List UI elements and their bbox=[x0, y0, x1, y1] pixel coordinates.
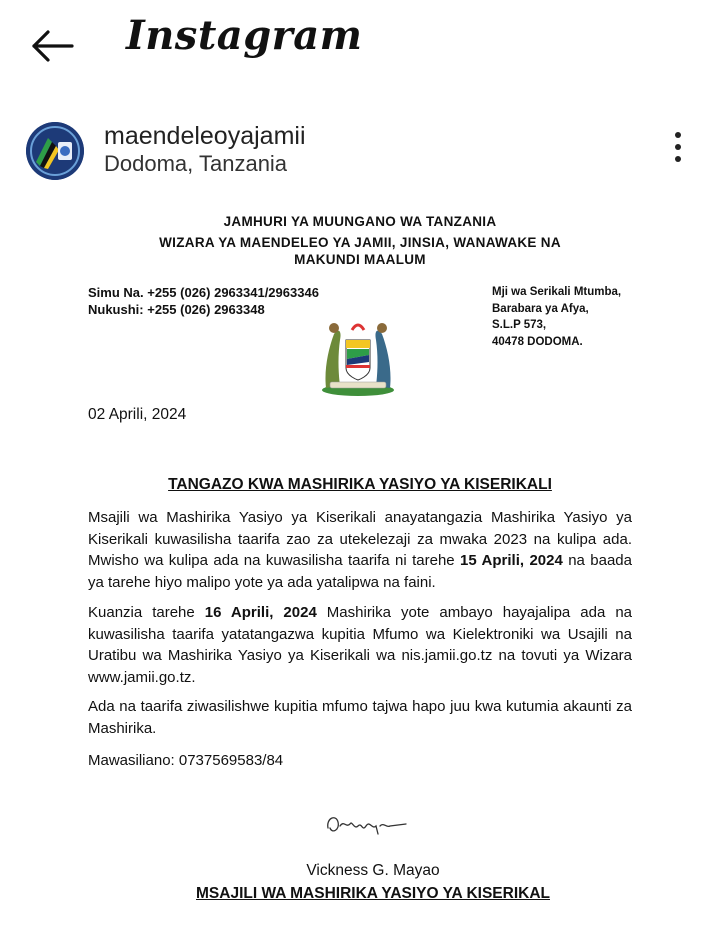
document-title: TANGAZO KWA MASHIRIKA YASIYO YA KISERIKALI bbox=[168, 476, 552, 493]
more-options-button[interactable] bbox=[668, 132, 688, 172]
bottom-navigation-partial bbox=[0, 930, 720, 942]
phone-number: Simu Na. +255 (026) 2963341/2963346 bbox=[88, 285, 319, 300]
doc-header-ministry: WIZARA YA MAENDELEO YA JAMII, JINSIA, WANAWAKE NA bbox=[159, 235, 561, 250]
post-location[interactable]: Dodoma, Tanzania bbox=[104, 151, 288, 176]
signer-name: Vickness G. Mayao bbox=[306, 862, 440, 879]
more-vertical-icon bbox=[668, 132, 688, 162]
doc-header-republic: JAMHURI YA MUUNGANO WA TANZANIA bbox=[223, 214, 497, 229]
start-date: 16 Aprili, 2024 bbox=[204, 604, 317, 621]
address-line: S.L.P 573, bbox=[492, 319, 547, 331]
signer-title: MSAJILI WA MASHIRIKA YASIYO YA KISERIKAL bbox=[196, 885, 550, 902]
back-button[interactable] bbox=[28, 26, 76, 66]
coat-of-arms-emblem bbox=[316, 310, 400, 398]
contact-phone-line: Mawasiliano: 0737569583/84 bbox=[88, 752, 284, 769]
handwritten-signature bbox=[322, 806, 412, 842]
post-image-document[interactable] bbox=[14, 196, 706, 916]
arrow-left-icon bbox=[28, 26, 76, 66]
contact-block bbox=[88, 284, 319, 318]
app-logo-wordmark: Instagram bbox=[126, 12, 363, 59]
deadline-date: 15 Aprili, 2024 bbox=[460, 552, 563, 569]
address-line: Barabara ya Afya, bbox=[492, 302, 589, 315]
paragraph-1: Msajili wa Mashirika Yasiyo ya Kiserikali anayatangazia Mashirika Yasiyo ya Kiserikali kuwasilisha taarifa zao za utekelezaji za mwaka 2023 na kulipa ada. Mwisho wa kulipa ada na kuwasilisha taarifa ni tarehe 15 Aprili, 2024 na baada ya tarehe hiyo malipo yote ya ada yatalipwa na faini. bbox=[88, 509, 632, 591]
fax-number: Nukushi: +255 (026) 2963348 bbox=[88, 302, 265, 317]
ministry-logo-icon bbox=[26, 122, 84, 180]
post-header bbox=[0, 112, 720, 192]
document-date: 02 Aprili, 2024 bbox=[88, 406, 187, 423]
post-username[interactable]: maendeleoyajamii bbox=[104, 122, 306, 150]
doc-header-ministry-cont: MAKUNDI MAALUM bbox=[294, 252, 426, 267]
avatar[interactable] bbox=[26, 122, 84, 180]
top-bar bbox=[0, 0, 720, 95]
paragraph-2: Kuanzia tarehe 16 Aprili, 2024 Mashirika yote ambayo hayajalipa ada na kuwasilisha taarifa yatatangazwa kupitia Mfumo wa Kielektroniki wa Usajili na Uratibu wa Mashirika Yasiyo ya Kiserikali wa nis.jamii.go.tz na tovuti ya Wizara www.jamii.go.tz. bbox=[88, 604, 633, 686]
address-line: 40478 DODOMA. bbox=[492, 335, 583, 348]
paragraph-3: Ada na taarifa ziwasilishwe kupitia mfumo tajwa hapo juu kwa kutumia akaunti za Mashirika. bbox=[88, 698, 632, 737]
address-line: Mji wa Serikali Mtumba, bbox=[492, 286, 622, 298]
address-block bbox=[492, 284, 621, 350]
